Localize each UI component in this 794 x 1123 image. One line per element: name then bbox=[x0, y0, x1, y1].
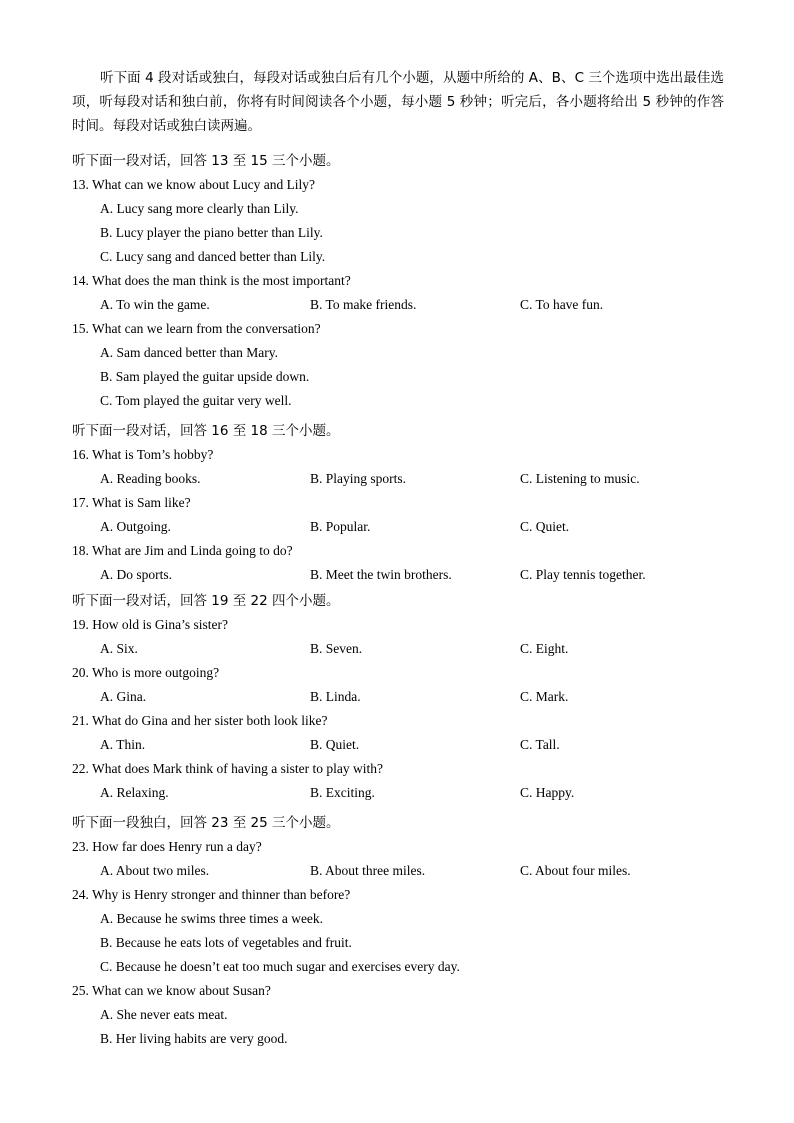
option-b: B. Quiet. bbox=[310, 737, 360, 752]
option-b: B. Meet the twin brothers. bbox=[310, 567, 452, 582]
question-stem: 20. Who is more outgoing? bbox=[72, 665, 220, 680]
question-stem: 25. What can we know about Susan? bbox=[72, 983, 271, 998]
question-stem: 18. What are Jim and Linda going to do? bbox=[72, 543, 293, 558]
section-19-22 bbox=[72, 589, 732, 805]
option-a: A. Thin. bbox=[100, 737, 146, 752]
question-16 bbox=[72, 443, 732, 491]
option-c: C. Tom played the guitar very well. bbox=[100, 393, 292, 408]
option-b: B. Lucy player the piano better than Lily. bbox=[100, 225, 323, 240]
option-a: A. Sam danced better than Mary. bbox=[100, 345, 278, 360]
section-16-18 bbox=[72, 419, 732, 587]
question-stem: 15. What can we learn from the conversation? bbox=[72, 321, 321, 336]
option-c: C. Play tennis together. bbox=[520, 567, 646, 582]
option-b: B. Exciting. bbox=[310, 785, 375, 800]
question-20 bbox=[72, 661, 732, 709]
option-a: A. About two miles. bbox=[100, 863, 210, 878]
option-c: C. Because he doesn’t eat too much sugar and exercises every day. bbox=[100, 959, 460, 974]
option-b: B. Her living habits are very good. bbox=[100, 1031, 288, 1046]
question-stem: 17. What is Sam like? bbox=[72, 495, 191, 510]
section-13-15 bbox=[72, 149, 732, 413]
section-heading: 听下面一段独白，回答 23 至 25 三个小题。 bbox=[72, 815, 340, 831]
option-b: B. Sam played the guitar upside down. bbox=[100, 369, 310, 384]
question-stem: 21. What do Gina and her sister both look like? bbox=[72, 713, 328, 728]
option-c: C. To have fun. bbox=[520, 297, 604, 312]
option-b: B. About three miles. bbox=[310, 863, 426, 878]
options-row bbox=[72, 515, 732, 539]
section-23-25 bbox=[72, 811, 732, 1051]
option-a: A. Relaxing. bbox=[100, 785, 169, 800]
question-19 bbox=[72, 613, 732, 661]
option-a: A. Six. bbox=[100, 641, 138, 656]
question-14 bbox=[72, 269, 732, 317]
question-18 bbox=[72, 539, 732, 587]
option-c: C. Tall. bbox=[520, 737, 560, 752]
listening-instructions: 听下面 4 段对话或独白，每段对话或独白后有几个小题，从题中所给的 A、B、C 三个选项中选出最佳选项，听每段对话和独白前，你将有时间阅读各个小题，每小题 5 秒钟；听完后，各小题将给出 5 秒钟的作答时间。每段对话或独白读两遍。 bbox=[72, 70, 724, 134]
question-stem: 23. How far does Henry run a day? bbox=[72, 839, 262, 854]
options-row bbox=[72, 733, 732, 757]
option-a: A. To win the game. bbox=[100, 297, 210, 312]
option-c: C. Happy. bbox=[520, 785, 575, 800]
option-a: A. She never eats meat. bbox=[100, 1007, 228, 1022]
section-heading: 听下面一段对话，回答 13 至 15 三个小题。 bbox=[72, 153, 340, 169]
question-15 bbox=[72, 317, 732, 413]
question-25 bbox=[72, 979, 732, 1051]
option-c: C. About four miles. bbox=[520, 863, 631, 878]
question-stem: 13. What can we know about Lucy and Lily? bbox=[72, 177, 316, 192]
option-a: A. Reading books. bbox=[100, 471, 201, 486]
option-b: B. Playing sports. bbox=[310, 471, 407, 486]
question-24 bbox=[72, 883, 732, 979]
option-b: B. To make friends. bbox=[310, 297, 417, 312]
option-b: B. Because he eats lots of vegetables and fruit. bbox=[100, 935, 352, 950]
option-c: C. Quiet. bbox=[520, 519, 570, 534]
question-stem: 24. Why is Henry stronger and thinner than before? bbox=[72, 887, 351, 902]
option-c: C. Eight. bbox=[520, 641, 569, 656]
question-17 bbox=[72, 491, 732, 539]
options-row bbox=[72, 685, 732, 709]
question-stem: 14. What does the man think is the most important? bbox=[72, 273, 351, 288]
options-row bbox=[72, 467, 732, 491]
option-c: C. Mark. bbox=[520, 689, 569, 704]
options-row bbox=[72, 563, 732, 587]
option-a: A. Outgoing. bbox=[100, 519, 171, 534]
question-stem: 22. What does Mark think of having a sister to play with? bbox=[72, 761, 383, 776]
question-21 bbox=[72, 709, 732, 757]
option-b: B. Popular. bbox=[310, 519, 371, 534]
option-a: A. Do sports. bbox=[100, 567, 173, 582]
question-13 bbox=[72, 173, 732, 269]
options-row bbox=[72, 293, 732, 317]
option-a: A. Lucy sang more clearly than Lily. bbox=[100, 201, 299, 216]
section-heading: 听下面一段对话，回答 19 至 22 四个小题。 bbox=[72, 593, 340, 609]
options-row bbox=[72, 781, 732, 805]
question-22 bbox=[72, 757, 732, 805]
section-heading: 听下面一段对话，回答 16 至 18 三个小题。 bbox=[72, 423, 340, 439]
question-stem: 19. How old is Gina’s sister? bbox=[72, 617, 228, 632]
option-b: B. Seven. bbox=[310, 641, 363, 656]
question-stem: 16. What is Tom’s hobby? bbox=[72, 447, 214, 462]
option-a: A. Gina. bbox=[100, 689, 147, 704]
options-row bbox=[72, 859, 732, 883]
question-23 bbox=[72, 835, 732, 883]
option-c: C. Listening to music. bbox=[520, 471, 640, 486]
option-c: C. Lucy sang and danced better than Lily. bbox=[100, 249, 326, 264]
options-row bbox=[72, 637, 732, 661]
option-a: A. Because he swims three times a week. bbox=[100, 911, 324, 926]
option-b: B. Linda. bbox=[310, 689, 361, 704]
